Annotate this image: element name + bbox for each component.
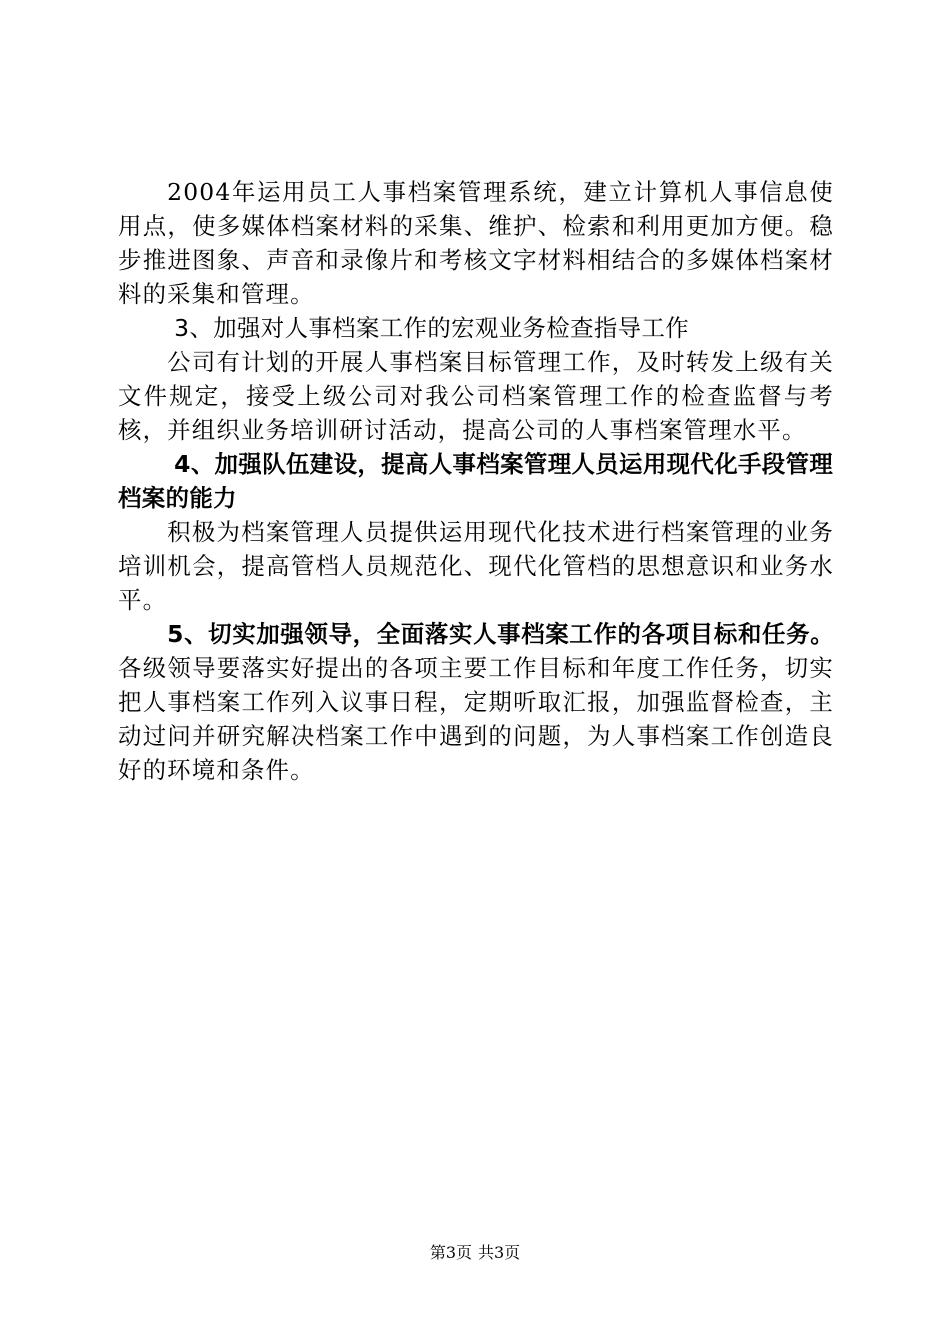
paragraph-staff-training: 积极为档案管理人员提供运用现代化技术进行档案管理的业务培训机会，提高管档人员规范化、现代化管档的思想意识和业务水平。 <box>118 518 834 614</box>
paragraph-multimedia-system: 2004年运用员工人事档案管理系统，建立计算机人事信息使用点，使多媒体档案材料的采集、维护、检索和利用更加方便。稳步推进图象、声音和录像片和考核文字材料相结合的多媒体档案材料的采集和管理。 <box>118 178 834 308</box>
paragraph-target-management: 公司有计划的开展人事档案目标管理工作，及时转发上级有关文件规定，接受上级公司对我公司档案管理工作的检查监督与考核，并组织业务培训研讨活动，提高公司的人事档案管理水平。 <box>118 348 834 444</box>
paragraph-leadership-text: 各级领导要落实好提出的各项主要工作目标和年度工作任务，切实把人事档案工作列入议事日程，定期听取汇报，加强监督检查，主动过问并研究解决档案工作中遇到的问题，为人事档案工作创造良好的环境和条件。 <box>118 654 834 784</box>
section-heading-3: 3、加强对人事档案工作的宏观业务检查指导工作 <box>174 314 690 342</box>
document-body <box>118 175 834 787</box>
section-heading-5: 5、切实加强领导，全面落实人事档案工作的各项目标和任务。 <box>167 620 834 648</box>
page-number-total: 共3页 <box>478 1243 521 1262</box>
page-number-current: 第3页 <box>429 1243 472 1262</box>
section-heading-4: 4、加强队伍建设，提高人事档案管理人员运用现代化手段管理档案的能力 <box>118 450 834 512</box>
paragraph-leadership <box>118 617 834 787</box>
page-footer <box>0 1243 950 1263</box>
